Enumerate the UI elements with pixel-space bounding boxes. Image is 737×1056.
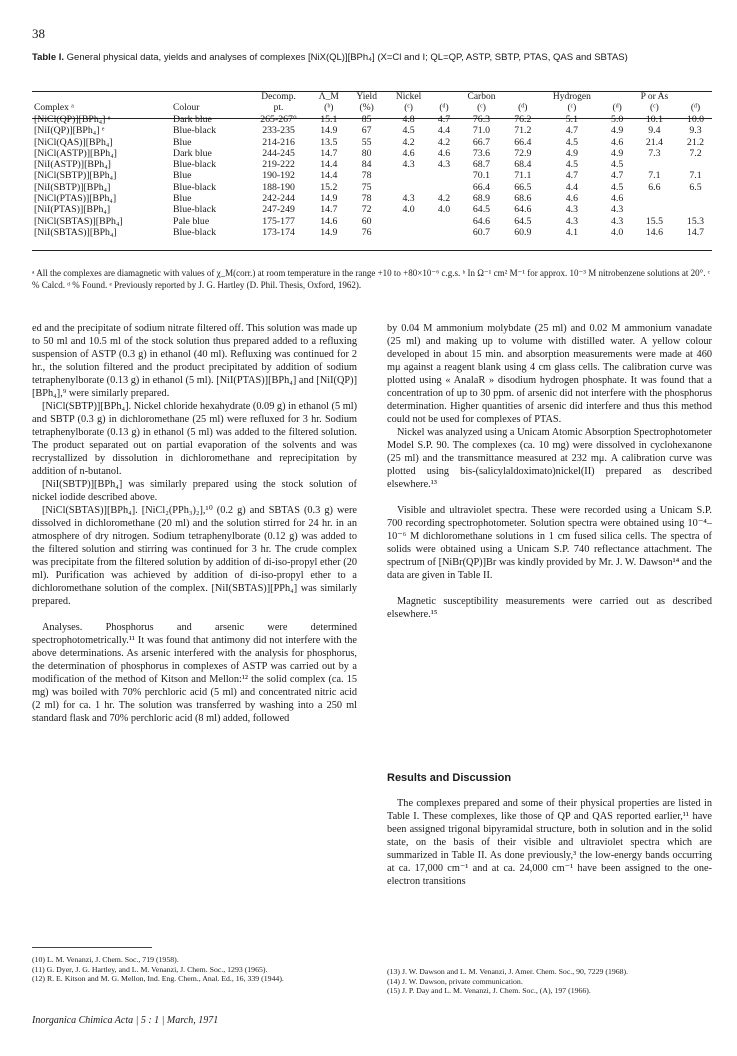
value-cell: 4.7: [611, 170, 624, 182]
header-cell: (ᶜ): [477, 103, 486, 113]
table-label: Table I.: [32, 52, 65, 63]
header-cell: [431, 92, 456, 103]
header-cell: Yield: [356, 92, 377, 102]
value-cell: 4.8: [402, 114, 415, 125]
value-cell: 10.1: [645, 114, 663, 125]
header-cell: (%): [359, 103, 374, 113]
reference-item: (14) J. W. Dawson, private communication.: [387, 976, 523, 986]
value-cell: 5.1: [565, 114, 579, 125]
colour-cell: Pale blue: [173, 215, 210, 227]
header-cell: [171, 92, 247, 103]
paragraph: Visible and ultraviolet spectra. These were recorded using a Unicam S.P. 700 recording spectrophotometer. Solution spectra were obtained using 10⁻⁴–10⁻⁶ M dichloromethane solutions in 1 cm fused silica cells. The spectra of solids were obtained using a Unicam S.P. 740 reflectance attachment. The spectrum of [NiBr(QP)]Br was kindly provided by Mr. J. W. Dawson¹⁴ and the data are given in Table II.: [387, 505, 712, 581]
value-cell: [386, 182, 432, 193]
complex-cell: [NiI(QP)][BPh₄] ᵉ: [34, 125, 105, 137]
paragraph: Nickel was analyzed using a Unicam Atomic Absorption Spectrophotometer Model S.P. 90. The complexes (ca. 10 mg) were dissolved in cyclohexanone (25 ml) and the transmittance measured at 232 mμ. A calibration curve was plotted using bis-(salicylaldoximato)nickel(II) prepared as described elsewhere.¹³: [387, 427, 712, 490]
value-cell: 4.3: [402, 193, 415, 205]
colour-cell: Blue-black: [173, 159, 216, 171]
value-cell: 4.9: [611, 147, 624, 159]
header-cell: (ᵇ): [324, 103, 334, 113]
value-cell: 4.3: [565, 204, 579, 216]
value-cell: [386, 216, 432, 227]
value-cell: 244-245: [262, 147, 295, 159]
value-cell: 15.1: [320, 114, 338, 125]
value-cell: 7.3: [648, 147, 661, 159]
value-cell: 4.6: [611, 136, 624, 148]
value-cell: 67: [361, 125, 372, 137]
header-cell: [506, 92, 539, 103]
value-cell: [386, 170, 432, 181]
paragraph: Analyses. Phosphorus and arsenic were determined spectrophotometrically.¹¹ It was found that antimony did not interfere with the above determinations. As arsenic interfered with the analysis for phosphorus, the determination of phosphorus in complexes of ASTP was carried out by a modification of the method of Kitson and Mellon:¹² the solid complex (ca. 15 mg) was boiled with 70% perchloric acid (5 ml) and concentrated nitric acid (2 ml) for ca. 1 hr. The solution was transferred by washing into a 250 ml standard flask and 70% perchloric acid (8 ml) added, followed: [32, 622, 357, 724]
paragraph: ed and the precipitate of sodium nitrate filtered off. This solution was made up to 50 ml and 10.5 ml of the stock solution thus prepared added to a refluxing suspension of ASTP (0.3 g) in ethanol (40 ml). Refluxing was continued for 2 hr., the solution filtered and the product precipitated by addition of sodium tetraphenylborate (0.13 g) in ethanol (5 ml). [NiI(PTAS)][BPh₄] and [NiI(QP)][BPh₄],⁹ were similarly prepared.: [32, 323, 357, 399]
table-row: [32, 125, 712, 136]
value-cell: 68.4: [514, 159, 532, 171]
value-cell: 70.1: [472, 170, 491, 182]
colour-cell: Blue-black: [173, 181, 216, 193]
value-cell: 66.4: [514, 136, 532, 148]
value-cell: 4.2: [437, 193, 451, 205]
table-row: [32, 216, 712, 227]
value-cell: 21.2: [686, 136, 705, 148]
value-cell: 68.9: [472, 193, 491, 205]
value-cell: 66.7: [472, 136, 491, 148]
value-cell: 15.2: [320, 181, 338, 193]
value-cell: 21.4: [645, 136, 663, 148]
header-cell: (ᶜ): [650, 103, 659, 113]
value-cell: 4.1: [565, 226, 579, 238]
references-right: [387, 967, 712, 996]
value-cell: 4.6: [402, 147, 415, 159]
table-row: [32, 193, 712, 204]
left-column: [32, 322, 357, 725]
value-cell: 68.7: [472, 159, 491, 171]
complex-cell: [NiCl(PTAS)][BPh₄]: [34, 193, 117, 205]
complex-cell: [NiI(SBTP)][BPh₄]: [34, 181, 111, 193]
table-row: [32, 182, 712, 193]
refs-rule-left: [32, 947, 152, 948]
value-cell: 6.6: [648, 181, 661, 193]
value-cell: 14.9: [320, 226, 338, 238]
value-cell: 4.3: [565, 215, 579, 227]
header-cell: (ᵈ): [439, 103, 449, 113]
section-heading: Results and Discussion: [387, 772, 512, 784]
value-cell: 265-267°: [260, 114, 297, 125]
value-cell: 7.1: [689, 170, 702, 182]
colour-cell: Blue: [173, 136, 192, 148]
value-cell: 10.0: [686, 114, 705, 125]
value-cell: 214-216: [262, 136, 295, 148]
header-cell: Hydrogen: [552, 92, 591, 102]
value-cell: [630, 204, 679, 215]
value-cell: 15.3: [686, 215, 705, 227]
header-cell: [605, 92, 630, 103]
value-cell: 4.3: [611, 204, 624, 216]
table-row: [32, 114, 712, 125]
value-cell: 14.7: [320, 204, 338, 216]
value-cell: 4.7: [565, 170, 579, 182]
value-cell: 4.3: [402, 159, 415, 171]
value-cell: [679, 159, 712, 170]
value-cell: [679, 193, 712, 204]
table-caption-text: General physical data, yields and analyses of complexes [NiX(QL)][BPh₄] (X=Cl and I; QL=QP, ASTP, SBTP, PTAS, QAS and SBTAS): [66, 52, 628, 63]
complex-cell: [NiI(SBTAS)][BPh₄]: [34, 226, 117, 238]
paragraph: [NiCl(SBTP)][BPh₄]. Nickel chloride hexahydrate (0.09 g) in ethanol (5 ml) and SBTP (0.3 g) in dichloromethane (25 ml) were refluxed for 3 hr. Sodium tetraphenylborate (0.13 g) in ethanol (5 ml) was added to the filtered solution. The product separated out on partial evaporation of the solvents and was recrystallized by dissolution in dichloromethane and reprecipitation by addition of n-butanol.: [32, 401, 358, 477]
complex-cell: [NiCl(QP)][BPh₄] ᵉ: [34, 114, 111, 125]
value-cell: 4.5: [565, 136, 579, 148]
paragraph: Magnetic susceptibility measurements were carried out as described elsewhere.¹⁵: [387, 596, 712, 620]
value-cell: 14.6: [645, 226, 663, 238]
paragraph: [NiI(SBTP)][BPh₄] was similarly prepared using the stock solution of nickel iodide described above.: [32, 479, 357, 503]
value-cell: 78: [361, 193, 372, 205]
value-cell: 14.7: [686, 226, 705, 238]
table-row: [32, 227, 712, 238]
header-cell: (ᶜ): [567, 103, 577, 113]
table-footnote: ᵃ All the complexes are diamagnetic with values of χ_M(corr.) at room temperature in the range +10 to +80×10⁻⁶ c.g.s. ᵇ In Ω⁻¹ cm² M⁻¹ for approx. 10⁻³ M nitrobenzene solutions at 20°. ᶜ % Calcd. ᵈ % Found. ᵉ Previously reported by J. G. Hartley (D. Phil. Thesis, Oxford, 1962).: [32, 268, 711, 290]
value-cell: 76.3: [472, 114, 491, 125]
value-cell: [679, 204, 712, 215]
complex-cell: [NiCl(SBTAS)][BPh₄]: [34, 215, 123, 227]
paragraph: [NiCl(SBTAS)][BPh₄]. [NiCl₂(PPh₃)₂],¹⁰ (0.2 g) and SBTAS (0.3 g) were dissolved in dichloromethane (20 ml) and the solution stirred for 24 hr. in an atmosphere of dry nitrogen. Sodium tetraphenylborate (0.12 g) was added to the filtered solution and stirring was continued for 3 hr. The crude complex was precipitate from the filtered solution by addition of di-iso-propyl ether (20 ml). Purification was achieved by addition of di-iso-propyl ether to a dichloromethane solution of the complex. [NiI(SBTAS)][PPh₄] was similarly prepared.: [32, 505, 357, 607]
right-column: [387, 322, 712, 621]
table-row: [32, 159, 712, 170]
header-cell: [679, 92, 712, 103]
value-cell: 85: [361, 114, 372, 125]
value-cell: 14.9: [320, 125, 338, 137]
value-cell: [431, 182, 456, 193]
value-cell: [630, 159, 679, 170]
results-paragraph-block: [387, 797, 712, 888]
header-cell: Carbon: [467, 92, 496, 102]
value-cell: 4.3: [437, 159, 451, 171]
value-cell: 4.4: [437, 125, 451, 137]
colour-cell: Dark blue: [173, 147, 212, 159]
complex-cell: [NiCl(SBTP)][BPh₄]: [34, 170, 117, 182]
header-cell: Nickel: [395, 92, 422, 102]
header-cell: Λ_M: [318, 92, 339, 102]
header-cell: pt.: [273, 103, 284, 113]
references-left: [32, 955, 357, 984]
header-cell: (ᵈ): [518, 103, 528, 113]
colour-cell: Blue-black: [173, 226, 216, 238]
value-cell: 190-192: [262, 170, 295, 182]
value-cell: 68.6: [514, 193, 532, 205]
value-cell: 13.5: [320, 136, 338, 148]
value-cell: 4.6: [565, 193, 579, 205]
value-cell: 4.5: [611, 159, 624, 171]
value-cell: 4.6: [611, 193, 624, 205]
value-cell: 14.4: [320, 170, 338, 182]
value-cell: 76: [361, 226, 372, 238]
value-cell: 14.7: [320, 147, 338, 159]
value-cell: 66.4: [472, 181, 491, 193]
table-row: [32, 137, 712, 148]
value-cell: 173-174: [262, 226, 295, 238]
value-cell: 4.0: [402, 204, 415, 216]
value-cell: 4.9: [611, 125, 624, 137]
value-cell: 14.6: [320, 215, 338, 227]
value-cell: 71.0: [472, 125, 491, 137]
header-row-bottom: [32, 103, 712, 114]
value-cell: 60: [361, 215, 372, 227]
value-cell: 78: [361, 170, 372, 182]
value-cell: 73.6: [472, 147, 491, 159]
value-cell: 9.4: [648, 125, 661, 137]
value-cell: 66.5: [514, 181, 532, 193]
complex-cell: [NiI(PTAS)][BPh₄]: [34, 204, 111, 216]
value-cell: 60.7: [472, 226, 491, 238]
value-cell: 219-222: [262, 159, 295, 171]
value-cell: 4.7: [437, 114, 451, 125]
data-table: [32, 92, 712, 238]
complex-cell: [NiI(ASTP)][BPh₄]: [34, 159, 111, 171]
value-cell: [431, 216, 456, 227]
value-cell: 9.3: [689, 125, 702, 137]
colour-cell: Blue: [173, 170, 192, 182]
value-cell: [386, 227, 432, 238]
colour-cell: Blue: [173, 193, 192, 205]
value-cell: 80: [361, 147, 372, 159]
header-cell: (ᵈ): [690, 103, 701, 113]
value-cell: 4.2: [402, 136, 415, 148]
header-cell: (ᵈ): [612, 103, 622, 113]
value-cell: 5.0: [611, 114, 624, 125]
page-number: 38: [32, 26, 45, 41]
header-cell: [32, 92, 171, 103]
table-row: [32, 170, 712, 181]
value-cell: 6.5: [689, 181, 702, 193]
value-cell: 64.6: [514, 204, 532, 216]
header-row-top: [32, 92, 712, 103]
complex-cell: [NiCl(QAS)][BPh₄]: [34, 136, 113, 148]
value-cell: 4.9: [565, 147, 579, 159]
value-cell: 72: [361, 204, 372, 216]
journal-footer: Inorganica Chimica Acta | 5 : 1 | March, 1971: [32, 1015, 219, 1026]
table-bottom-rule: [32, 250, 712, 251]
value-cell: 64.6: [472, 215, 491, 227]
value-cell: 4.5: [402, 125, 415, 137]
value-cell: 175-177: [262, 215, 295, 227]
header-cell: (ᶜ): [404, 103, 413, 113]
value-cell: 4.3: [611, 215, 624, 227]
value-cell: 71.2: [514, 125, 532, 137]
value-cell: 7.1: [648, 170, 661, 182]
results-paragraph: The complexes prepared and some of their physical properties are listed in Table I. These complexes, like those of QP and QAS reported earlier,¹¹ have been assigned trigonal bipyramidal structure, both in solution and in the solid state, on the basis of their visible and ultraviolet spectra which are summarized in Table II. As done previously,³ the low-energy bands occurring at ca. 17,000 cm⁻¹ and at ca. 24,000 cm⁻¹ have been assigned to the one-electron transitions: [387, 798, 712, 887]
table-row: [32, 204, 712, 215]
reference-item: (11) G. Dyer, J. G. Hartley, and L. M. Venanzi, J. Chem. Soc., 1293 (1965).: [32, 964, 268, 974]
table-row: [32, 148, 712, 159]
complex-cell: [NiCl(ASTP)][BPh₄]: [34, 147, 117, 159]
value-cell: 76.2: [514, 114, 532, 125]
value-cell: 7.2: [689, 147, 702, 159]
value-cell: 4.2: [437, 136, 451, 148]
value-cell: 15.5: [645, 215, 663, 227]
value-cell: 75: [361, 181, 372, 193]
colour-cell: Blue-black: [173, 204, 216, 216]
value-cell: 4.6: [437, 147, 451, 159]
value-cell: [431, 170, 456, 181]
header-cell: Colour: [173, 103, 200, 113]
value-cell: 64.5: [472, 204, 491, 216]
header-cell: Decomp.: [261, 92, 296, 102]
value-cell: 60.9: [514, 226, 532, 238]
value-cell: 247-249: [262, 204, 295, 216]
value-cell: 242-244: [262, 193, 295, 205]
value-cell: 4.5: [611, 181, 624, 193]
colour-cell: Blue-black: [173, 125, 216, 137]
value-cell: 64.5: [514, 215, 532, 227]
value-cell: 4.0: [611, 226, 624, 238]
value-cell: 14.9: [320, 193, 338, 205]
value-cell: 72.9: [514, 147, 532, 159]
value-cell: [431, 227, 456, 238]
value-cell: 188-190: [262, 181, 295, 193]
colour-cell: Dark blue: [173, 114, 212, 125]
header-cell: P or As: [640, 92, 669, 102]
table-caption: [32, 52, 712, 64]
value-cell: 14.4: [320, 159, 338, 171]
header-cell: Complex ᵃ: [34, 103, 74, 113]
value-cell: 4.4: [565, 181, 579, 193]
value-cell: 4.0: [437, 204, 451, 216]
value-cell: 4.5: [565, 159, 579, 171]
reference-item: (13) J. W. Dawson and L. M. Venanzi, J. Amer. Chem. Soc., 90, 7229 (1968).: [387, 967, 629, 976]
value-cell: 4.7: [565, 125, 579, 137]
reference-item: (15) J. P. Day and L. M. Venanzi, J. Chem. Soc., (A), 197 (1966).: [387, 986, 591, 995]
paragraph: by 0.04 M ammonium molybdate (25 ml) and 0.02 M ammonium vanadate (25 ml) and making up to volume with distilled water. A yellow colour developed in about 15 min. and absorption measurements were made at 460 mμ against a reagent blank using 4 cm glass cells. The calibration curve was plotted using « AnalaR » disodium hydrogen phosphate. It was found that a concentration of up to 30 ppm. of arsenic did not interfere with the phosphorus determination. Higher quantities of arsenic did interfere and thus this method could not be used for complexes of PTAS.: [387, 323, 712, 425]
value-cell: 84: [361, 159, 372, 171]
value-cell: 233-235: [262, 125, 295, 137]
value-cell: 71.1: [514, 170, 532, 182]
value-cell: [630, 193, 679, 204]
reference-item: (12) R. E. Kitson and M. G. Mellon, Ind. Eng. Chem., Anal. Ed., 16, 339 (1944).: [32, 974, 284, 983]
reference-item: (10) L. M. Venanzi, J. Chem. Soc., 719 (1958).: [32, 955, 179, 964]
value-cell: 55: [361, 136, 372, 148]
